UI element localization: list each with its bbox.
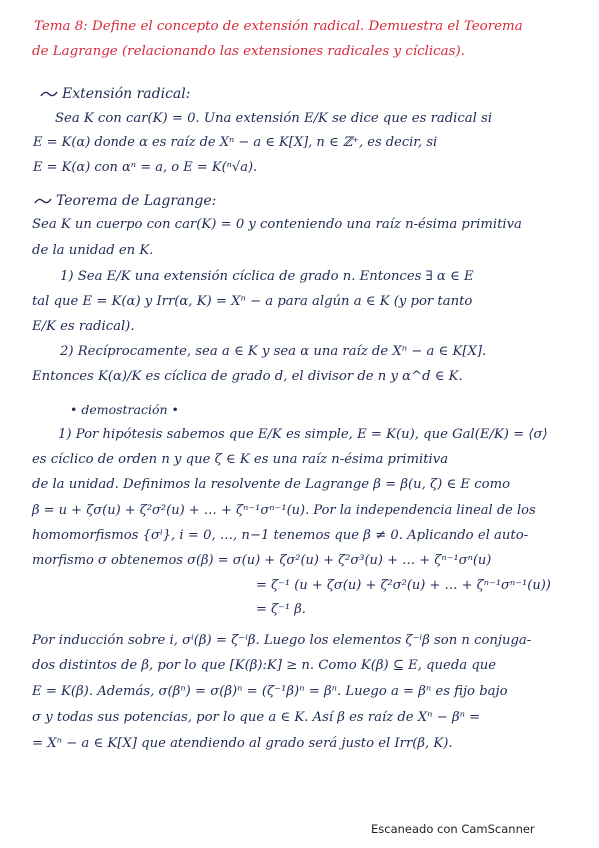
proof-line-7: = ζ⁻¹ (u + ζσ(u) + ζ²σ²(u) + … + ζⁿ⁻¹σⁿ⁻¹(u)) (256, 578, 551, 593)
proof-line-9: Por inducción sobre i, σⁱ(β) = ζ⁻ⁱβ. Luego los elementos ζ⁻ⁱβ son n conjuga- (32, 633, 532, 648)
tilde-arrow-icon (40, 88, 58, 100)
section-heading-label: Teorema de Lagrange: (56, 193, 217, 209)
definition-line-2: E = K(α) donde α es raíz de Xⁿ − a ∈ K[X], n ∈ ℤ⁺, es decir, si (33, 135, 438, 150)
page-title-line-1: Tema 8: Define el concepto de extensión radical. Demuestra el Teorema (34, 19, 523, 34)
definition-line-1: Sea K con car(K) = 0. Una extensión E/K se dice que es radical si (55, 111, 493, 126)
theorem-line-4: tal que E = K(α) y Irr(α, K) = Xⁿ − a para algún a ∈ K (y por tanto (32, 294, 473, 309)
theorem-line-2: de la unidad en K. (32, 243, 154, 258)
page-title-line-2: de Lagrange (relacionando las extensiones radicales y cíclicas). (32, 44, 465, 59)
proof-line-3: de la unidad. Definimos la resolvente de Lagrange β = β(u, ζ) ∈ E como (32, 477, 511, 492)
proof-line-12: σ y todas sus potencias, por lo que a ∈ K. Así β es raíz de Xⁿ − βⁿ = (32, 710, 481, 725)
proof-line-1: 1) Por hipótesis sabemos que E/K es simple, E = K(u), que Gal(E/K) = ⟨σ⟩ (58, 427, 548, 442)
proof-line-2: es cíclico de orden n y que ζ ∈ K es una raíz n-ésima primitiva (32, 452, 449, 467)
proof-line-10: dos distintos de β, por lo que [K(β):K] ≥ n. Como K(β) ⊆ E, queda que (32, 658, 497, 673)
theorem-line-6: 2) Recíprocamente, sea a ∈ K y sea α una raíz de Xⁿ − a ∈ K[X]. (60, 344, 487, 359)
theorem-line-5: E/K es radical). (32, 319, 135, 334)
theorem-line-3: 1) Sea E/K una extensión cíclica de grado n. Entonces ∃ α ∈ E (60, 269, 474, 284)
tilde-arrow-icon (34, 195, 52, 207)
section-heading-label: Extensión radical: (62, 86, 191, 102)
definition-line-3: E = K(α) con αⁿ = a, o E = K(ⁿ√a). (33, 160, 258, 175)
proof-heading: • demostración • (70, 402, 179, 417)
section-heading-lagrange-theorem (34, 192, 216, 210)
theorem-line-1: Sea K un cuerpo con car(K) = 0 y conteniendo una raíz n-ésima primitiva (32, 217, 522, 232)
section-heading-radical-extension (40, 85, 190, 103)
scanner-footer: Escaneado con CamScanner (371, 822, 535, 836)
proof-line-4: β = u + ζσ(u) + ζ²σ²(u) + … + ζⁿ⁻¹σⁿ⁻¹(u). Por la independencia lineal de los (32, 503, 536, 518)
proof-line-13: = Xⁿ − a ∈ K[X] que atendiendo al grado será justo el Irr(β, K). (32, 736, 453, 751)
proof-line-8: = ζ⁻¹ β. (256, 602, 306, 617)
proof-line-5: homomorfismos {σⁱ}, i = 0, …, n−1 tenemos que β ≠ 0. Aplicando el auto- (32, 528, 529, 543)
theorem-line-7: Entonces K(α)/K es cíclica de grado d, el divisor de n y α^d ∈ K. (32, 369, 463, 384)
proof-line-6: morfismo σ obtenemos σ(β) = σ(u) + ζσ²(u) + ζ²σ³(u) + … + ζⁿ⁻¹σⁿ(u) (32, 553, 492, 568)
proof-line-11: E = K(β). Además, σ(βⁿ) = σ(β)ⁿ = (ζ⁻¹β)ⁿ = βⁿ. Luego a = βⁿ es fijo bajo (32, 684, 508, 699)
